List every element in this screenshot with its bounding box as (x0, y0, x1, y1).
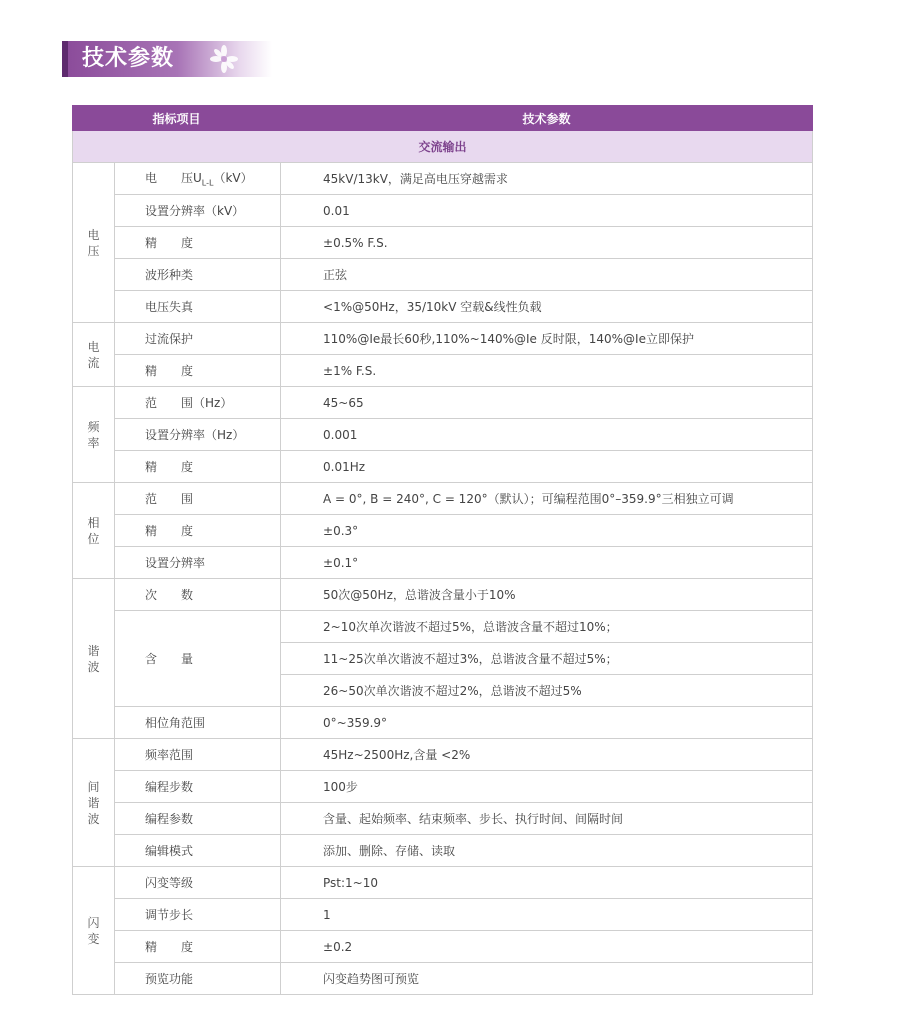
value-cell: 45kV/13kV，满足高电压穿越需求 (281, 163, 813, 195)
group-label-char: 谐 (87, 643, 100, 658)
group-label-char: 间 (87, 779, 100, 794)
group-label (73, 483, 115, 579)
flower-decoration-icon (208, 43, 240, 75)
group-label-char: 率 (87, 435, 100, 450)
item-cell (115, 355, 281, 387)
value-cell: 110%@Ie最长60秒,110%~140%@Ie 反时限，140%@Ie立即保护 (281, 323, 813, 355)
table-row (73, 803, 813, 835)
group-label (73, 163, 115, 323)
value-cell: <1%@50Hz，35/10kV 空载&线性负载 (281, 291, 813, 323)
item-cell (115, 963, 281, 995)
value-cell: 0.001 (281, 419, 813, 451)
item-cell (115, 259, 281, 291)
header-param: 技术参数 (281, 106, 813, 131)
table-row (73, 483, 813, 515)
item-label: 设置分辨率（Hz） (145, 428, 245, 442)
item-cell (115, 803, 281, 835)
value-cell: 45Hz~2500Hz,含量 <2% (281, 739, 813, 771)
table-row (73, 899, 813, 931)
item-label: 编程参数 (145, 812, 194, 826)
item-label: 精 度 (145, 940, 194, 954)
item-cell (115, 771, 281, 803)
table-row (73, 835, 813, 867)
value-cell: ±1% F.S. (281, 355, 813, 387)
table-row (73, 387, 813, 419)
item-label: 含 量 (145, 652, 194, 666)
item-cell (115, 419, 281, 451)
group-label-char: 电 (87, 339, 100, 354)
value-cell: 1 (281, 899, 813, 931)
value-cell: A = 0°, B = 240°, C = 120°（默认）；可编程范围0°–359.9°三相独立可调 (281, 483, 813, 515)
value-cell: ±0.5% F.S. (281, 227, 813, 259)
item-cell (115, 387, 281, 419)
table-row (73, 227, 813, 259)
value-cell: 45~65 (281, 387, 813, 419)
item-label: 精 度 (145, 364, 194, 378)
group-label (73, 579, 115, 739)
item-label: 范 围（Hz） (145, 396, 233, 410)
value-cell: 100步 (281, 771, 813, 803)
table-row (73, 547, 813, 579)
item-label: 编辑模式 (145, 844, 194, 858)
item-cell (115, 707, 281, 739)
item-cell (115, 739, 281, 771)
item-cell (115, 227, 281, 259)
item-label: 精 度 (145, 236, 194, 250)
item-label: 预览功能 (145, 972, 194, 986)
value-cell: 闪变趋势图可预览 (281, 963, 813, 995)
section-row (73, 131, 813, 163)
value-cell: 0°~359.9° (281, 707, 813, 739)
item-cell (115, 323, 281, 355)
item-label: 精 度 (145, 524, 194, 538)
item-label: 电 压U (145, 171, 202, 186)
table-row (73, 771, 813, 803)
group-label-char: 流 (87, 355, 100, 370)
value-cell: 0.01Hz (281, 451, 813, 483)
item-label: 次 数 (145, 588, 194, 602)
item-label: 波形种类 (145, 268, 194, 282)
item-label: 电压失真 (145, 300, 194, 314)
value-cell: 50次@50Hz，总谐波含量小于10% (281, 579, 813, 611)
item-unit: （kV） (213, 171, 253, 186)
item-cell (115, 579, 281, 611)
group-label-char: 频 (87, 419, 100, 434)
group-label-char: 闪 (87, 915, 100, 930)
group-label (73, 323, 115, 387)
table-row (73, 579, 813, 611)
item-label: 设置分辨率 (145, 556, 206, 570)
value-cell: 正弦 (281, 259, 813, 291)
group-label (73, 867, 115, 995)
item-cell (115, 835, 281, 867)
table-row (73, 291, 813, 323)
item-cell (115, 195, 281, 227)
value-cell: 11~25次单次谐波不超过3%，总谐波含量不超过5%； (281, 643, 813, 675)
item-cell (115, 867, 281, 899)
table-row (73, 259, 813, 291)
title-accent-bar (62, 41, 68, 77)
item-label: 频率范围 (145, 748, 194, 762)
value-cell: 添加、删除、存储、读取 (281, 835, 813, 867)
item-cell (115, 483, 281, 515)
item-cell (115, 899, 281, 931)
item-label: 设置分辨率（kV） (145, 204, 245, 218)
table-row (73, 739, 813, 771)
section-title-bar (62, 41, 272, 77)
item-cell (115, 611, 281, 707)
group-label-char: 压 (87, 243, 100, 258)
group-label-char: 位 (87, 531, 100, 546)
item-cell (115, 163, 281, 195)
group-label-char: 电 (87, 227, 100, 242)
item-cell (115, 547, 281, 579)
value-cell: ±0.3° (281, 515, 813, 547)
item-cell (115, 451, 281, 483)
table-row (73, 611, 813, 643)
table-row (73, 163, 813, 195)
item-cell (115, 931, 281, 963)
value-cell: ±0.2 (281, 931, 813, 963)
spec-table (72, 105, 813, 995)
item-label: 闪变等级 (145, 876, 194, 890)
table-row (73, 515, 813, 547)
table-row (73, 195, 813, 227)
group-label-char: 变 (87, 931, 100, 946)
item-label: 相位角范围 (145, 716, 206, 730)
group-label-char: 相 (87, 515, 100, 530)
value-cell: 2~10次单次谐波不超过5%，总谐波含量不超过10%； (281, 611, 813, 643)
group-label-char: 波 (87, 659, 100, 674)
table-row (73, 931, 813, 963)
item-label: 过流保护 (145, 332, 194, 346)
item-label: 范 围 (145, 492, 194, 506)
group-label (73, 387, 115, 483)
value-cell: 含量、起始频率、结束频率、步长、执行时间、间隔时间 (281, 803, 813, 835)
item-cell (115, 291, 281, 323)
table-row (73, 419, 813, 451)
table-row (73, 707, 813, 739)
item-cell (115, 515, 281, 547)
table-header-row (73, 106, 813, 131)
table-row (73, 963, 813, 995)
value-cell: 0.01 (281, 195, 813, 227)
table-row (73, 323, 813, 355)
table-row (73, 867, 813, 899)
item-label: 精 度 (145, 460, 194, 474)
header-item: 指标项目 (73, 106, 281, 131)
item-subscript: L-L (201, 178, 214, 188)
item-label: 调节步长 (145, 908, 194, 922)
group-label-char: 波 (87, 811, 100, 826)
value-cell: ±0.1° (281, 547, 813, 579)
item-label: 编程步数 (145, 780, 194, 794)
table-row (73, 451, 813, 483)
group-label-char: 谐 (87, 795, 100, 810)
section-label: 交流输出 (73, 131, 813, 163)
group-label (73, 739, 115, 867)
value-cell: Pst:1~10 (281, 867, 813, 899)
value-cell: 26~50次单次谐波不超过2%，总谐波不超过5% (281, 675, 813, 707)
page-title: 技术参数 (82, 46, 175, 71)
table-row (73, 355, 813, 387)
